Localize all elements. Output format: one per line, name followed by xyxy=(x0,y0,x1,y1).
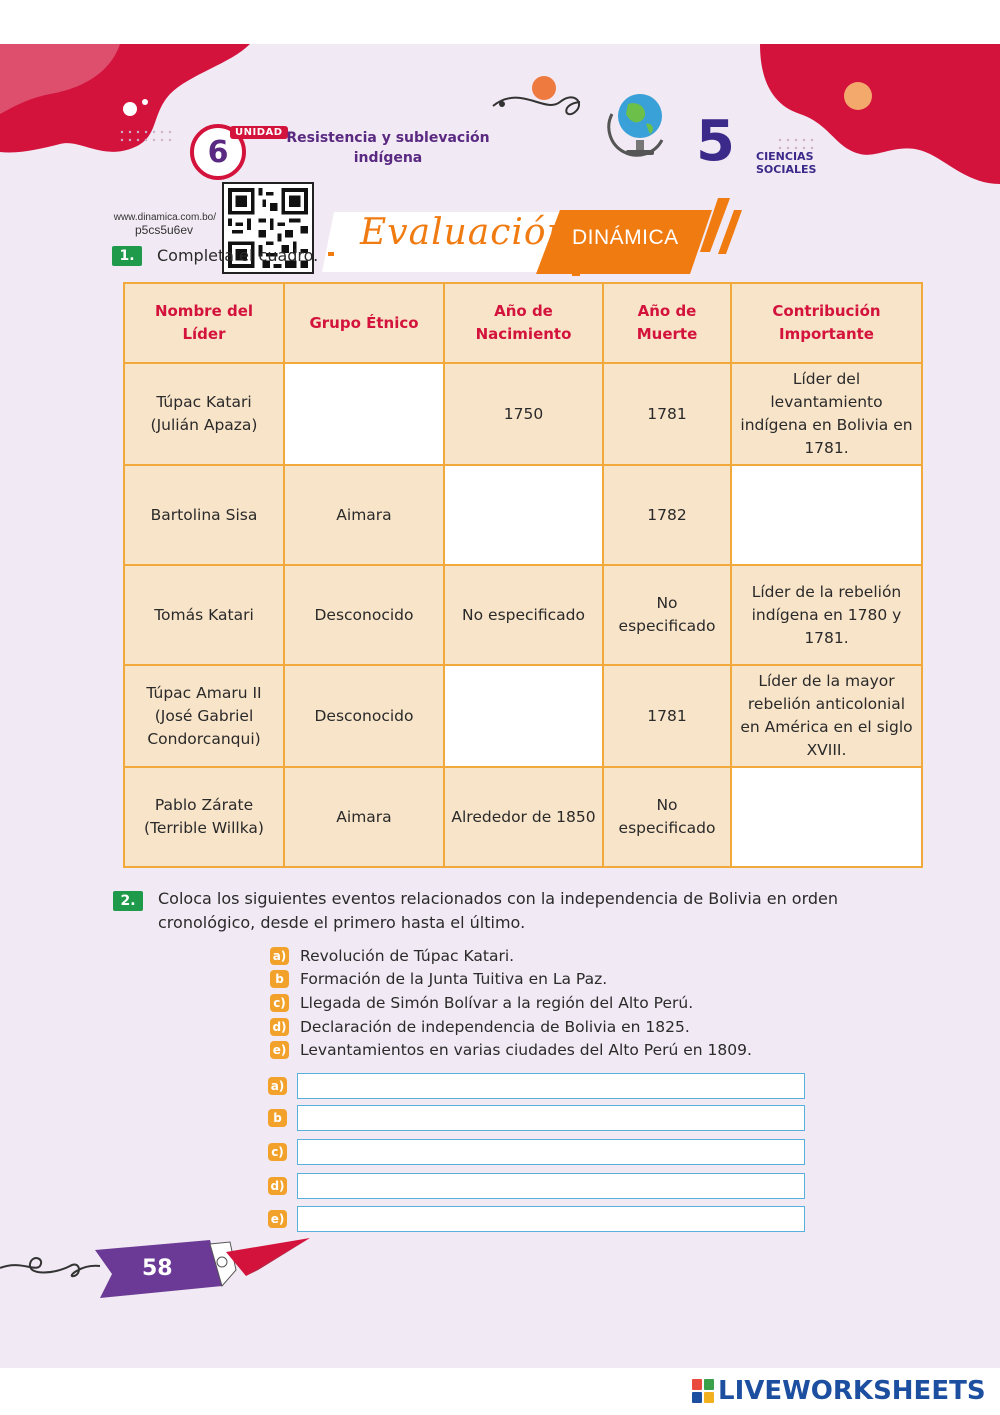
table-cell: 1781 xyxy=(603,363,731,465)
answer-row-e xyxy=(268,1206,808,1232)
table-row xyxy=(124,767,922,867)
table-cell: Bartolina Sisa xyxy=(124,465,284,565)
event-text: Llegada de Simón Bolívar a la región del Alto Perú. xyxy=(300,993,694,1012)
letter-badge: d) xyxy=(268,1177,287,1195)
event-text: Declaración de independencia de Bolivia en 1825. xyxy=(300,1017,690,1036)
table-row xyxy=(124,465,922,565)
letter-badge: e) xyxy=(270,1041,289,1059)
question-2-prompt: Coloca los siguientes eventos relacionados con la independencia de Bolivia en orden cronológico, desde el primero hasta el último. xyxy=(158,889,839,932)
question-1-prompt: Completa el cuadro. xyxy=(157,246,319,265)
question-2-badge: 2. xyxy=(113,891,143,911)
answer-input-b[interactable] xyxy=(297,1105,805,1131)
letter-badge: b xyxy=(268,1109,287,1127)
answer-cell[interactable] xyxy=(284,363,444,465)
table-cell: Desconocido xyxy=(284,665,444,767)
table-header-row xyxy=(124,283,922,363)
letter-badge: b xyxy=(270,970,289,988)
table-row xyxy=(124,363,922,465)
globe-icon xyxy=(609,94,662,155)
table-cell: No especificado xyxy=(603,767,731,867)
table-cell: Aimara xyxy=(284,465,444,565)
event-text: Revolución de Túpac Katari. xyxy=(300,946,515,965)
leaders-table xyxy=(123,282,923,868)
question-1-badge: 1. xyxy=(112,246,142,266)
answer-cell[interactable] xyxy=(731,767,922,867)
table-cell: No especificado xyxy=(603,565,731,665)
table-cell: Túpac Amaru II (José Gabriel Condorcanqui) xyxy=(124,665,284,767)
answer-input-c[interactable] xyxy=(297,1139,805,1165)
list-item xyxy=(270,1015,752,1039)
answer-row-d xyxy=(268,1173,808,1199)
list-item xyxy=(270,1038,752,1062)
dinamica-label: DINÁMICA xyxy=(572,226,679,249)
table-cell: Desconocido xyxy=(284,565,444,665)
answer-cell[interactable] xyxy=(731,465,922,565)
header-cell: Nombre del Líder xyxy=(124,283,284,363)
page-number: 58 xyxy=(142,1256,173,1281)
list-item xyxy=(270,991,752,1015)
list-item xyxy=(270,944,752,968)
worksheet-page xyxy=(0,44,1000,1368)
table-cell: No especificado xyxy=(444,565,603,665)
answer-cell[interactable] xyxy=(444,465,603,565)
table-cell: Líder de la mayor rebelión anticolonial en América en el siglo XVIII. xyxy=(731,665,922,767)
unit-number-badge: 6 xyxy=(190,124,246,180)
header-cell: Año de Nacimiento xyxy=(444,283,603,363)
table-cell: Túpac Katari (Julián Apaza) xyxy=(124,363,284,465)
letter-badge: d) xyxy=(270,1018,289,1036)
answer-row-a xyxy=(268,1073,808,1099)
table-row xyxy=(124,565,922,665)
liveworksheets-icon xyxy=(692,1379,714,1403)
table-cell: 1781 xyxy=(603,665,731,767)
table-cell: 1750 xyxy=(444,363,603,465)
url-line-1: www.dinamica.com.bo/ xyxy=(113,212,216,223)
subject-label: CIENCIAS SOCIALES xyxy=(756,150,817,176)
letter-badge: c) xyxy=(270,994,289,1012)
unit-label: UNIDAD xyxy=(230,126,288,139)
table-row xyxy=(124,665,922,767)
url-line-2: p5cs5u6ev xyxy=(134,223,194,237)
table-cell: Alrededor de 1850 xyxy=(444,767,603,867)
letter-badge: a) xyxy=(268,1077,287,1095)
event-text: Formación de la Junta Tuitiva en La Paz. xyxy=(300,970,608,989)
table-cell: Aimara xyxy=(284,767,444,867)
paper-plane-icon xyxy=(226,1238,310,1276)
evaluation-title: Evaluación xyxy=(360,212,571,253)
resource-url[interactable] xyxy=(112,212,216,236)
answer-cell[interactable] xyxy=(444,665,603,767)
answer-input-a[interactable] xyxy=(297,1073,805,1099)
events-list xyxy=(270,944,752,1062)
table-cell: 1782 xyxy=(603,465,731,565)
table-cell: Líder del levantamiento indígena en Bolivia en 1781. xyxy=(731,363,922,465)
header-cell: Grupo Étnico xyxy=(284,283,444,363)
liveworksheets-logo[interactable] xyxy=(692,1376,986,1406)
answer-row-b xyxy=(268,1105,808,1131)
list-item xyxy=(270,968,752,992)
grade-number: 5 xyxy=(696,109,735,174)
header-cell: Contribución Importante xyxy=(731,283,922,363)
unit-title: Resistencia y sublevación indígena xyxy=(286,130,490,166)
answer-input-e[interactable] xyxy=(297,1206,805,1232)
letter-badge: c) xyxy=(268,1143,287,1161)
table-cell: Tomás Katari xyxy=(124,565,284,665)
answer-row-c xyxy=(268,1139,808,1165)
answer-input-d[interactable] xyxy=(297,1173,805,1199)
letter-badge: a) xyxy=(270,947,289,965)
table-cell: Pablo Zárate (Terrible Willka) xyxy=(124,767,284,867)
header-cell: Año de Muerte xyxy=(603,283,731,363)
letter-badge: e) xyxy=(268,1210,287,1228)
liveworksheets-brand: LIVEWORKSHEETS xyxy=(718,1376,986,1406)
table-cell: Líder de la rebelión indígena en 1780 y 1781. xyxy=(731,565,922,665)
event-text: Levantamientos en varias ciudades del Alto Perú en 1809. xyxy=(300,1041,752,1060)
